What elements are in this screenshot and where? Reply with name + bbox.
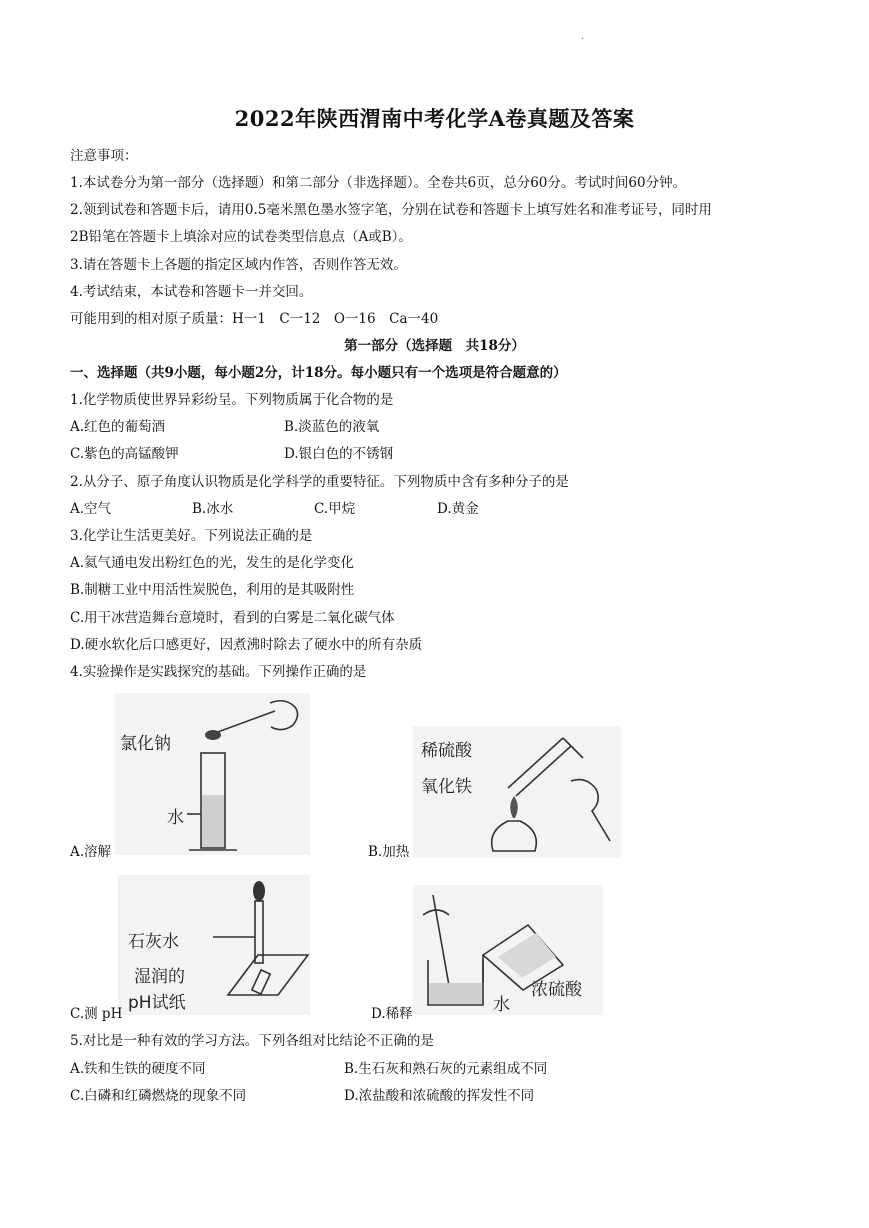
- section1-title: 一、选择题（共9小题，每小题2分，计18分。每小题只有一个选项是符合题意的）: [70, 365, 567, 381]
- q1-option-b: B.淡蓝色的液氧: [284, 419, 380, 435]
- q4-stem: 4.实验操作是实践探究的基础。下列操作正确的是: [70, 664, 367, 680]
- q5-option-c: C.白磷和红磷燃烧的现象不同: [70, 1088, 247, 1104]
- cylinder-liquid: [202, 795, 224, 847]
- figure-dissolve: [115, 693, 310, 855]
- note-item: 1.本试卷分为第一部分（选择题）和第二部分（非选择题）。全卷共6页，总分60分。考试时间60分钟。: [70, 175, 687, 191]
- notes-heading: 注意事项：: [70, 148, 138, 164]
- figure-label-conc-sulfuric-acid: 浓硫酸: [531, 980, 582, 1000]
- beaker-liquid: [429, 983, 482, 1004]
- q2-option-a: A.空气: [70, 501, 112, 517]
- page-title: 2022年陕西渭南中考化学A卷真题及答案: [234, 106, 635, 131]
- q5-option-a: A.铁和生铁的硬度不同: [70, 1061, 206, 1077]
- q2-option-d: D.黄金: [437, 501, 479, 517]
- figure-dilute: [413, 885, 603, 1015]
- figure-label-iron-oxide: 氧化铁: [421, 777, 472, 797]
- q4-option-c: C.测 pH: [70, 1006, 123, 1022]
- figure-label-dilute-sulfuric-acid: 稀硫酸: [421, 741, 472, 761]
- figure-measure-ph: [118, 875, 310, 1015]
- note-item: 2B铅笔在答题卡上填涂对应的试卷类型信息点（A或B）。: [70, 229, 412, 245]
- figure-label-sodium-chloride: 氯化钠: [120, 734, 171, 754]
- q3-option-d: D.硬水软化后口感更好，因煮沸时除去了硬水中的所有杂质: [70, 637, 423, 653]
- q3-stem: 3.化学让生活更美好。下列说法正确的是: [70, 528, 313, 544]
- q3-option-c: C.用干冰营造舞台意境时，看到的白雾是二氧化碳气体: [70, 610, 395, 626]
- q4-option-a: A.溶解: [70, 844, 112, 860]
- q5-option-b: B.生石灰和熟石灰的元素组成不同: [344, 1061, 548, 1077]
- dropper-bulb: [253, 881, 265, 901]
- figure-label-water: 水: [167, 808, 184, 828]
- note-item: 3.请在答题卡上各题的指定区域内作答，否则作答无效。: [70, 257, 407, 273]
- q5-option-d: D.浓盐酸和浓硫酸的挥发性不同: [344, 1088, 535, 1104]
- note-item: 4.考试结束，本试卷和答题卡一并交回。: [70, 284, 313, 300]
- q2-stem: 2.从分子、原子角度认识物质是化学科学的重要特征。下列物质中含有多种分子的是: [70, 474, 569, 490]
- figure-label-moist: 湿润的: [134, 967, 185, 987]
- q2-option-c: C.甲烷: [314, 501, 356, 517]
- q1-option-d: D.银白色的不锈钢: [284, 446, 394, 462]
- spoon-bowl: [205, 730, 221, 740]
- q2-option-b: B.冰水: [192, 501, 234, 517]
- q4-option-d: D.稀释: [371, 1006, 413, 1022]
- q1-option-c: C.紫色的高锰酸钾: [70, 446, 179, 462]
- atomic-mass-line: 可能用到的相对原子质量：H一1 C一12 O一16 Ca一40: [70, 311, 439, 327]
- q5-stem: 5.对比是一种有效的学习方法。下列各组对比结论不正确的是: [70, 1033, 434, 1049]
- figure-label-limewater: 石灰水: [128, 932, 179, 952]
- header-dot: ·: [581, 34, 585, 45]
- figure-heating: [413, 726, 621, 858]
- figure-label-water: 水: [493, 995, 510, 1015]
- q3-option-b: B.制糖工业中用活性炭脱色，利用的是其吸附性: [70, 582, 355, 598]
- part1-title: 第一部分（选择题 共18分）: [344, 338, 525, 354]
- q1-option-a: A.红色的葡萄酒: [70, 419, 166, 435]
- q4-option-b: B.加热: [368, 844, 410, 860]
- figure-label-ph-paper: pH试纸: [128, 993, 186, 1013]
- note-item: 2.领到试卷和答题卡后，请用0.5毫米黑色墨水签字笔，分别在试卷和答题卡上填写姓名和准考证号，同时用: [70, 202, 712, 218]
- q1-stem: 1.化学物质使世界异彩纷呈。下列物质属于化合物的是: [70, 392, 394, 408]
- q3-option-a: A.氦气通电发出粉红色的光，发生的是化学变化: [70, 555, 355, 571]
